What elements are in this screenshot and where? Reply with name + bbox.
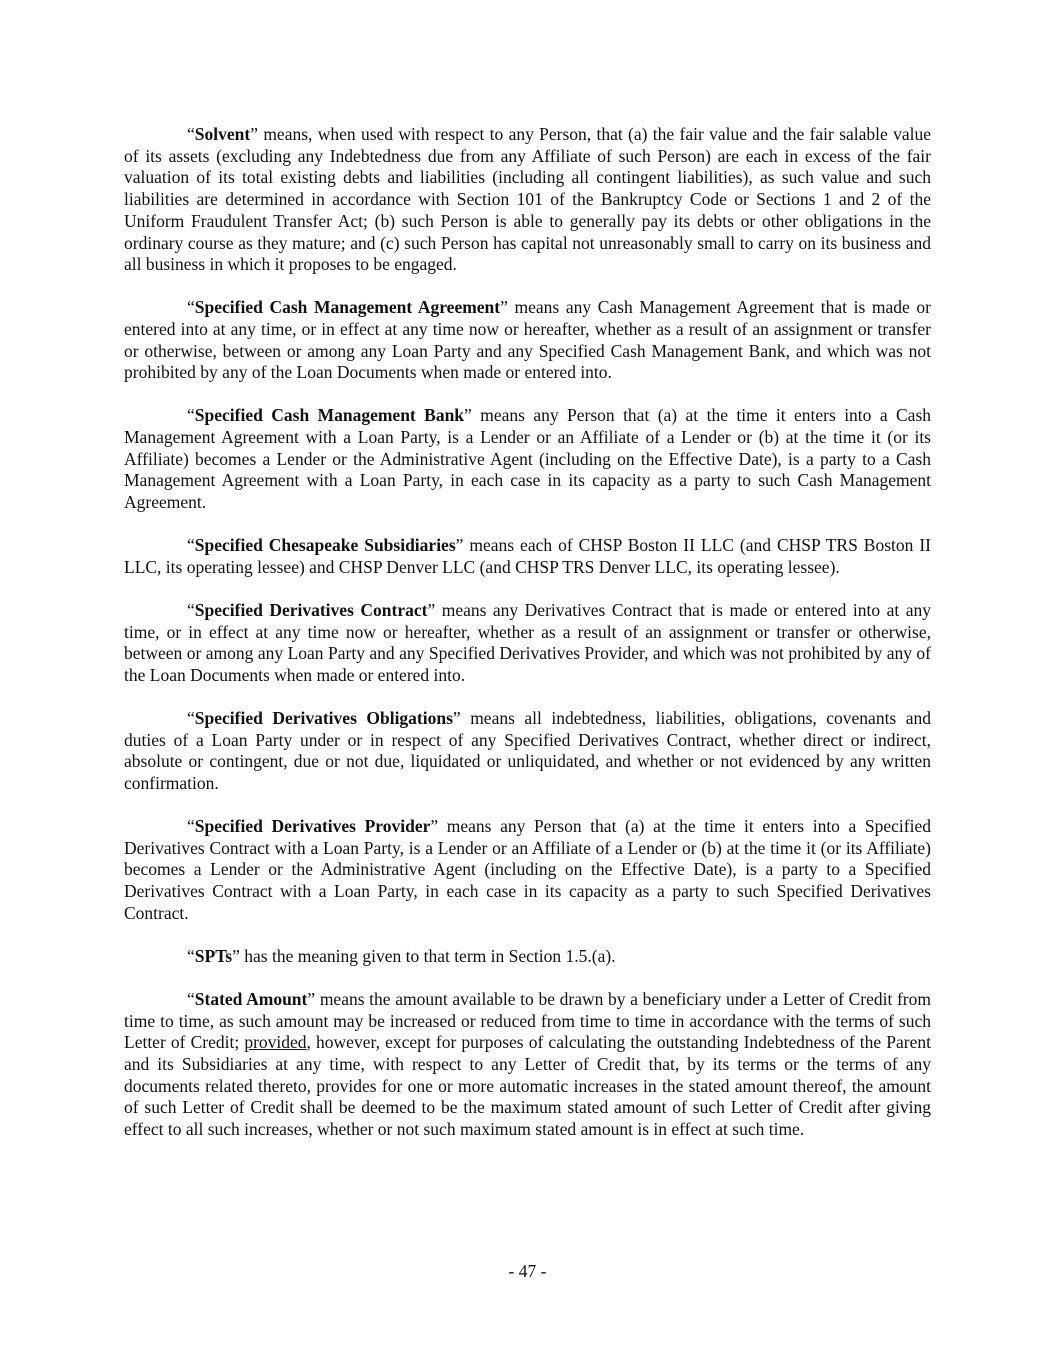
definition-specified-cash-management-bank: “Specified Cash Management Bank” means any Person that (a) at the time it enters into a Cash Management Agreement with a Loan Party, is a Lender or an Affiliate of a Lender or (b) at the time it (or its Affiliate) becomes a Lender or the Administrative Agent (including on the Effective Date), is a party to a Cash Management Agreement with a Loan Party, in each case in its capacity as a party to such Cash Management Agreement. (124, 405, 931, 513)
defined-term: Solvent (194, 124, 251, 144)
page-number: - 47 - (508, 1261, 547, 1281)
defined-term: Specified Cash Management Bank (194, 405, 465, 426)
defined-term: Specified Cash Management Agreement (194, 297, 501, 318)
definition-text: means any Person that (a) at the time it enters into a Cash Management Agreement with a Loan Party, is a Lender or an Affiliate of a Lender or (b) at the time it (or its Affiliate) becomes a Lender or the Administrative Agent (including on the Effective Date), is a party to a Cash Management Agreement with a Loan Party, in each case in its capacity as a party to such Cash Management Agreement. (124, 405, 931, 513)
definition-text: means all indebtedness, liabilities, obligations, covenants and duties of a Loan Party under or in respect of any Specified Derivatives Contract, whether direct or indirect, absolute or contingent, due or not due, liquidated or unliquidated, and whether or not evidenced by any written confirmation. (124, 707, 931, 794)
definition-solvent: “Solvent” means, when used with respect to any Person, that (a) the fair value and the fair salable value of its assets (excluding any Indebtedness due from any Affiliate of such Person) are each in excess of the fair valuation of its total existing debts and liabilities (including all contingent liabilities), as such value and such liabilities are determined in accordance with Section 101 of the Bankruptcy Code or Sections 1 and 2 of the Uniform Fraudulent Transfer Act; (b) such Person is able to generally pay its debts or other obligations in the ordinary course as they mature; and (c) such Person has capital not unreasonably small to carry on its business and all business in which it proposes to be engaged. (124, 124, 931, 275)
defined-term: Specified Derivatives Provider (194, 816, 431, 837)
definition-specified-chesapeake-subsidiaries: “Specified Chesapeake Subsidiaries” means each of CHSP Boston II LLC (and CHSP TRS Boston II LLC, its operating lessee) and CHSP Denver LLC (and CHSP TRS Denver LLC, its operating lessee). (124, 535, 931, 577)
definition-text: means any Cash Management Agreement that is made or entered into at any time, or in effect at any time now or hereafter, whether as a result of an assignment or transfer or otherwise, between or among any Loan Party and any Specified Cash Management Bank, and which was not prohibited by any of the Loan Documents when made or entered into. (124, 297, 932, 383)
definition-specified-derivatives-obligations: “Specified Derivatives Obligations” means all indebtedness, liabilities, obligations, covenants and duties of a Loan Party under or in respect of any Specified Derivatives Contract, whether direct or indirect, absolute or contingent, due or not due, liquidated or unliquidated, and whether or not evidenced by any written confirmation. (124, 707, 931, 794)
definition-stated-amount: “Stated Amount” means the amount available to be drawn by a beneficiary under a Letter of Credit from time to time, as such amount may be increased or reduced from time to time in accordance with the terms of such Letter of Credit; provided, however, except for purposes of calculating the outstanding Indebtedness of the Parent and its Subsidiaries at any time, with respect to any Letter of Credit that, by its terms or the terms of any documents related thereto, provides for one or more automatic increases in the stated amount thereof, the amount of such Letter of Credit shall be deemed to be the maximum stated amount of such Letter of Credit after giving effect to all such increases, whether or not such maximum stated amount is in effect at such time. (124, 988, 931, 1140)
definition-text: means any Derivatives Contract that is made or entered into at any time, or in effect at any time now or hereafter, whether as a result of an assignment or transfer or otherwise, between or among any Loan Party and any Specified Derivatives Provider, and which was not prohibited by any of the Loan Documents when made or entered into. (124, 599, 931, 685)
defined-term: Stated Amount (194, 988, 308, 1009)
definition-text: has the meaning given to that term in Section 1.5.(a). (239, 945, 616, 966)
defined-term: Specified Chesapeake Subsidiaries (194, 535, 456, 556)
defined-term: SPTs (194, 945, 233, 966)
definition-text: means each of CHSP Boston II LLC (and CHSP TRS Boston II LLC, its operating lessee) and CHSP Denver LLC (and CHSP TRS Denver LLC, its operating lessee). (124, 535, 931, 577)
definition-text: means, when used with respect to any Person, that (a) the fair value and the fair salable value of its assets (excluding any Indebtedness due from any Affiliate of such Person) are each in excess of the fair valuation of its total existing debts and liabilities (including all contingent liabilities), as such value and such liabilities are determined in accordance with Section 101 of the Bankruptcy Code or Sections 1 and 2 of the Uniform Fraudulent Transfer Act; (b) such Person is able to generally pay its debts or other obligations in the ordinary course as they mature; and (c) such Person has capital not unreasonably small to carry on its business and all business in which it proposes to be engaged. (124, 124, 931, 275)
definition-specified-derivatives-provider: “Specified Derivatives Provider” means any Person that (a) at the time it enters into a Specified Derivatives Contract with a Loan Party, is a Lender or an Affiliate of a Lender or (b) at the time it (or its Affiliate) becomes a Lender or the Administrative Agent (including on the Effective Date), is a party to a Specified Derivatives Contract with a Loan Party, in each case in its capacity as a party to such Specified Derivatives Contract. (124, 816, 931, 923)
document-page (124, 124, 931, 1162)
provided-proviso: provided (244, 1032, 307, 1053)
defined-term: Specified Derivatives Contract (194, 599, 428, 620)
definition-spts: “SPTs” has the meaning given to that term in Section 1.5.(a). (187, 945, 616, 966)
definition-specified-derivatives-contract: “Specified Derivatives Contract” means any Derivatives Contract that is made or entered into at any time, or in effect at any time now or hereafter, whether as a result of an assignment or transfer or otherwise, between or among any Loan Party and any Specified Derivatives Provider, and which was not prohibited by any of the Loan Documents when made or entered into. (124, 599, 931, 685)
definition-text: means the amount available to be drawn by a beneficiary under a Letter of Credit from time to time, as such amount may be increased or reduced from time to time in accordance with the terms of such Letter of Credit; (124, 988, 931, 1053)
definition-text: means any Person that (a) at the time it enters into a Specified Derivatives Contract with a Loan Party, is a Lender or an Affiliate of a Lender or (b) at the time it (or its Affiliate) becomes a Lender or the Administrative Agent (including on the Effective Date), is a party to a Specified Derivatives Contract with a Loan Party, in each case in its capacity as a party to such Specified Derivatives Contract. (124, 816, 931, 923)
defined-term: Specified Derivatives Obligations (194, 707, 453, 728)
definition-specified-cash-management-agreement: “Specified Cash Management Agreement” means any Cash Management Agreement that is made or entered into at any time, or in effect at any time now or hereafter, whether as a result of an assignment or transfer or otherwise, between or among any Loan Party and any Specified Cash Management Bank, and which was not prohibited by any of the Loan Documents when made or entered into. (124, 297, 932, 383)
definition-text-continued: , however, except for purposes of calculating the outstanding Indebtedness of the Parent and its Subsidiaries at any time, with respect to any Letter of Credit that, by its terms or the terms of any documents related thereto, provides for one or more automatic increases in the stated amount thereof, the amount of such Letter of Credit shall be deemed to be the maximum stated amount of such Letter of Credit after giving effect to all such increases, whether or not such maximum stated amount is in effect at such time. (124, 1032, 931, 1140)
